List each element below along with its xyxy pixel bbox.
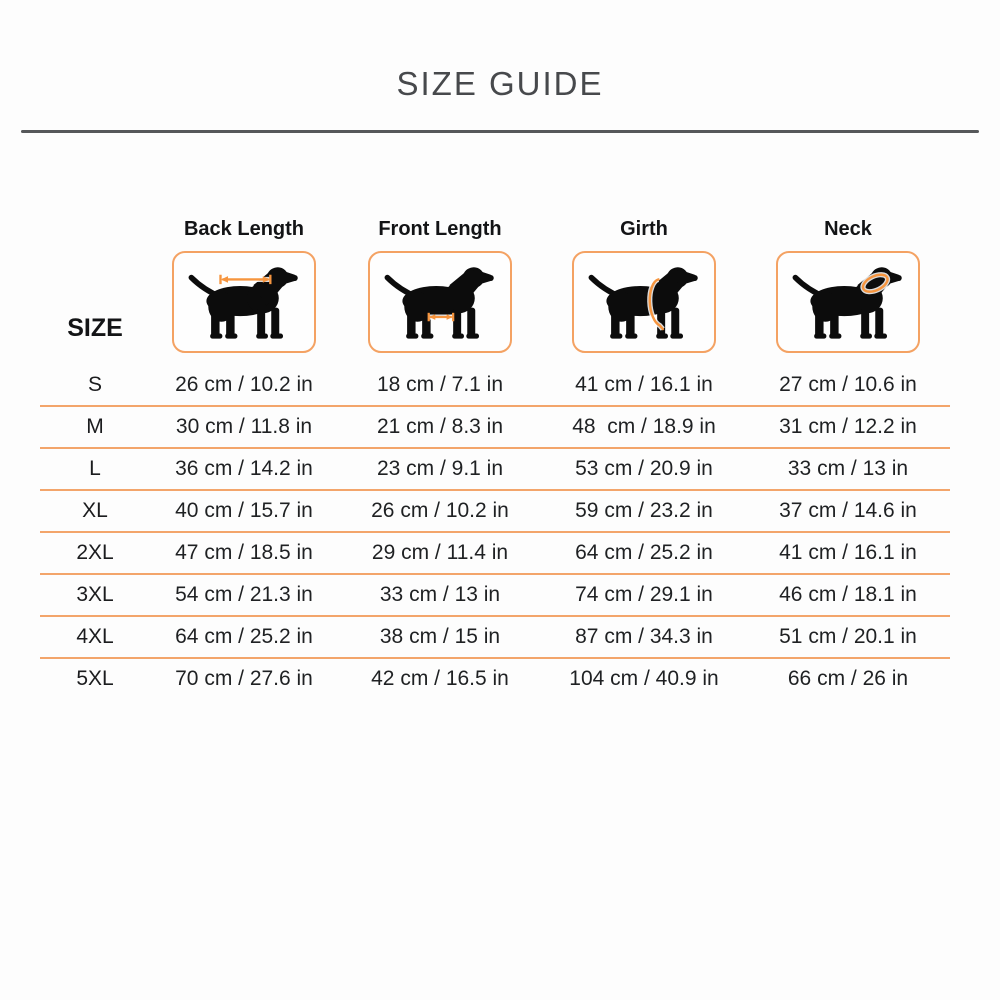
measurement-cell-front-length: 42 cm / 16.5 in	[371, 666, 509, 690]
back-length-illustration-box	[172, 251, 316, 353]
measurement-cell-neck: 41 cm / 16.1 in	[779, 540, 917, 564]
table-row-3xl	[40, 575, 950, 617]
column-girth	[542, 217, 746, 353]
measurement-cell-girth: 59 cm / 23.2 in	[575, 498, 713, 522]
table-row-4xl	[40, 617, 950, 659]
measurement-cell-girth: 41 cm / 16.1 in	[575, 372, 713, 396]
column-label-front-length: Front Length	[378, 217, 502, 240]
measurement-cell-girth: 53 cm / 20.9 in	[575, 456, 713, 480]
measurement-cell-front-length: 26 cm / 10.2 in	[371, 498, 509, 522]
measurement-cell-back-length: 30 cm / 11.8 in	[175, 414, 313, 438]
measurement-cell-front-length: 33 cm / 13 in	[379, 582, 501, 606]
measurement-cell-neck: 27 cm / 10.6 in	[779, 372, 917, 396]
column-label-neck: Neck	[824, 217, 872, 240]
column-label-girth: Girth	[620, 217, 668, 240]
row-size-label: M	[86, 414, 104, 438]
title-divider	[21, 130, 979, 133]
table-row-xl	[40, 491, 950, 533]
size-column-header: SIZE	[67, 313, 123, 342]
table-row-2xl	[40, 533, 950, 575]
column-back-length	[150, 217, 338, 353]
measurement-cell-girth: 74 cm / 29.1 in	[575, 582, 713, 606]
measurement-cell-back-length: 36 cm / 14.2 in	[175, 456, 313, 480]
measurement-cell-girth: 64 cm / 25.2 in	[575, 540, 713, 564]
row-size-label: 5XL	[76, 666, 114, 690]
row-size-label: 3XL	[76, 582, 114, 606]
page-title: SIZE GUIDE	[396, 65, 604, 102]
measurement-cell-neck: 37 cm / 14.6 in	[779, 498, 917, 522]
table-row-s	[40, 365, 950, 407]
measurement-cell-neck: 66 cm / 26 in	[787, 666, 909, 690]
table-header-row	[40, 217, 950, 353]
size-table	[40, 217, 950, 699]
measurement-cell-back-length: 70 cm / 27.6 in	[175, 666, 313, 690]
column-neck	[746, 217, 950, 353]
measurement-cell-back-length: 54 cm / 21.3 in	[175, 582, 313, 606]
neck-illustration-box	[776, 251, 920, 353]
measurement-cell-girth: 104 cm / 40.9 in	[569, 666, 719, 690]
measurement-cell-front-length: 29 cm / 11.4 in	[371, 540, 509, 564]
row-size-label: XL	[82, 498, 108, 522]
table-row-m	[40, 407, 950, 449]
row-size-label: 2XL	[76, 540, 114, 564]
measurement-cell-girth: 87 cm / 34.3 in	[575, 624, 713, 648]
measurement-cell-neck: 31 cm / 12.2 in	[779, 414, 917, 438]
front-length-measure-icon	[372, 255, 508, 349]
front-length-illustration-box	[368, 251, 512, 353]
measurement-cell-front-length: 21 cm / 8.3 in	[376, 414, 504, 438]
column-front-length	[338, 217, 542, 353]
measurement-cell-front-length: 18 cm / 7.1 in	[376, 372, 504, 396]
table-row-5xl	[40, 659, 950, 699]
column-label-back-length: Back Length	[183, 217, 305, 240]
row-size-label: L	[89, 456, 101, 480]
measurement-cell-girth: 48 cm / 18.9 in	[572, 414, 716, 438]
measurement-cell-back-length: 47 cm / 18.5 in	[175, 540, 313, 564]
measurement-cell-back-length: 40 cm / 15.7 in	[175, 498, 313, 522]
row-size-label: 4XL	[76, 624, 114, 648]
neck-measure-icon	[780, 255, 916, 349]
measurement-cell-neck: 51 cm / 20.1 in	[779, 624, 917, 648]
measurement-cell-back-length: 64 cm / 25.2 in	[175, 624, 313, 648]
table-row-l	[40, 449, 950, 491]
girth-illustration-box	[572, 251, 716, 353]
table-body	[40, 365, 950, 699]
measurement-cell-front-length: 38 cm / 15 in	[379, 624, 501, 648]
measurement-cell-back-length: 26 cm / 10.2 in	[175, 372, 313, 396]
girth-measure-icon	[576, 255, 712, 349]
measurement-cell-front-length: 23 cm / 9.1 in	[376, 456, 504, 480]
back-length-measure-icon	[176, 255, 312, 349]
measurement-cell-neck: 33 cm / 13 in	[787, 456, 909, 480]
row-size-label: S	[87, 372, 102, 396]
measurement-cell-neck: 46 cm / 18.1 in	[779, 582, 917, 606]
